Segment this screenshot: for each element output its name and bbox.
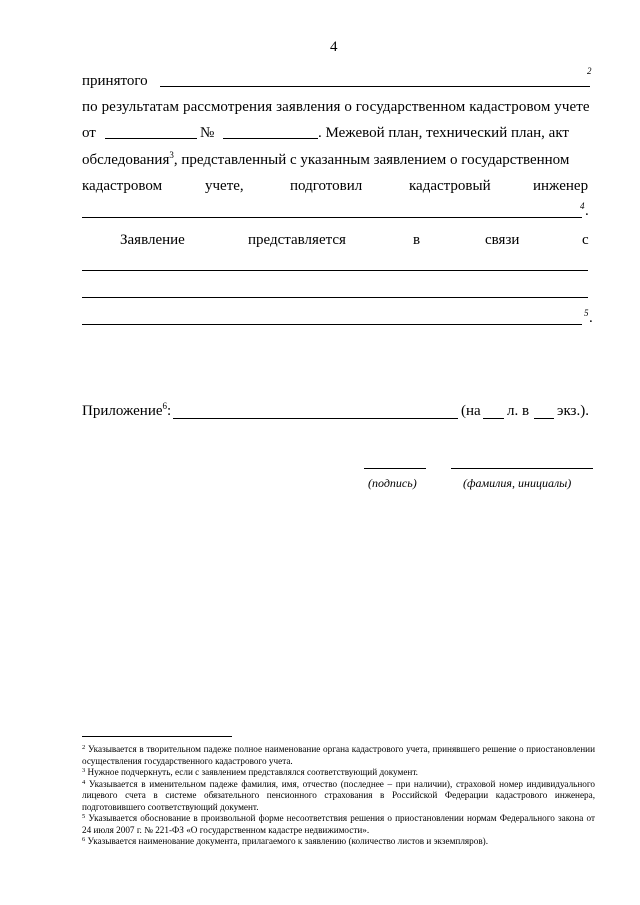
- line3-no: №: [200, 125, 215, 141]
- footnote-separator: [82, 736, 232, 737]
- line7-w4: связи: [485, 232, 520, 248]
- fill-line-reason-1[interactable]: [82, 270, 588, 271]
- footnote-ref-3: 3: [169, 150, 174, 160]
- line1-prefix: принятого: [82, 73, 148, 89]
- page-number: 4: [330, 39, 338, 55]
- attachment-l-v: л. в: [507, 403, 530, 419]
- line7-w1: Заявление: [120, 232, 185, 248]
- footnotes: [82, 744, 595, 848]
- line5-w1: кадастровом: [82, 178, 163, 194]
- footnote-3: $^3$ Нужное подчеркнуть, если с заявлением представлялся соответствующий документ.: [82, 767, 418, 777]
- line3-ot: от: [82, 125, 96, 141]
- fill-line-1[interactable]: [160, 86, 590, 87]
- line2-text: по результатам рассмотрения заявления о государственном кадастровом учете: [82, 99, 590, 115]
- line7-w3: в: [413, 232, 421, 248]
- line4-text: обследования$^3$, представленный с указанным заявлением о государственном: [82, 150, 570, 168]
- line5-w3: подготовил: [290, 178, 363, 194]
- signature-caption: (подпись): [368, 476, 417, 490]
- name-line[interactable]: [451, 468, 593, 469]
- footnote-ref-6: 6: [162, 401, 168, 411]
- fill-line-reason-2[interactable]: [82, 297, 588, 298]
- line7-w5: с: [582, 232, 589, 248]
- footnote-4: $^4$ Указывается в именительном падеже фамилия, имя, отчество (последнее – при наличии), страховой номер индивидуального лицевого счета в системе обязательного пенсионного страхования в Российской Федерации кадастрового инженера, подготовившего соответствующий документ.: [82, 778, 595, 812]
- footnote-ref-4: 4: [580, 201, 585, 211]
- copies-count-line[interactable]: [534, 418, 554, 419]
- footnote-ref-5: 5: [584, 308, 589, 318]
- sheets-count-line[interactable]: [483, 418, 504, 419]
- date-field-line[interactable]: [105, 138, 197, 139]
- footnote-2: $^2$ Указывается в творительном падеже полное наименование органа кадастрового учета, принявшего решение о приостановлении осуществления государственного кадастрового учета.: [82, 744, 595, 766]
- attachment-label: Приложение$^6$:: [82, 401, 172, 419]
- line6-dot: .: [585, 203, 589, 219]
- attachment-na: (на: [461, 403, 481, 419]
- line5-w2: учете,: [205, 178, 244, 194]
- signature-line[interactable]: [364, 468, 426, 469]
- line5-w4: кадастровый: [409, 178, 491, 194]
- line10-dot: .: [589, 310, 593, 326]
- attachment-ekz: экз.).: [557, 403, 589, 419]
- name-caption: (фамилия, инициалы): [463, 476, 572, 490]
- footnote-6: $^6$ Указывается наименование документа, прилагаемого к заявлению (количество листов и экземпляров).: [82, 836, 489, 846]
- fill-line-reason-3[interactable]: [82, 324, 582, 325]
- attachment-field-line[interactable]: [173, 418, 458, 419]
- footnote-ref-2: 2: [587, 66, 592, 76]
- footnote-5: $^5$ Указывается обоснование в произвольной форме несоответствия решения о приостановлении нормам Федерального закона от 24 июля 2007 г. № 221-ФЗ «О государственном кадастре недвижимости».: [82, 813, 595, 835]
- line3-rest: . Межевой план, технический план, акт: [318, 125, 569, 141]
- number-field-line[interactable]: [223, 138, 318, 139]
- fill-line-engineer[interactable]: [82, 217, 582, 218]
- line7-w2: представляется: [248, 232, 346, 248]
- line5-w5: инженер: [533, 178, 589, 194]
